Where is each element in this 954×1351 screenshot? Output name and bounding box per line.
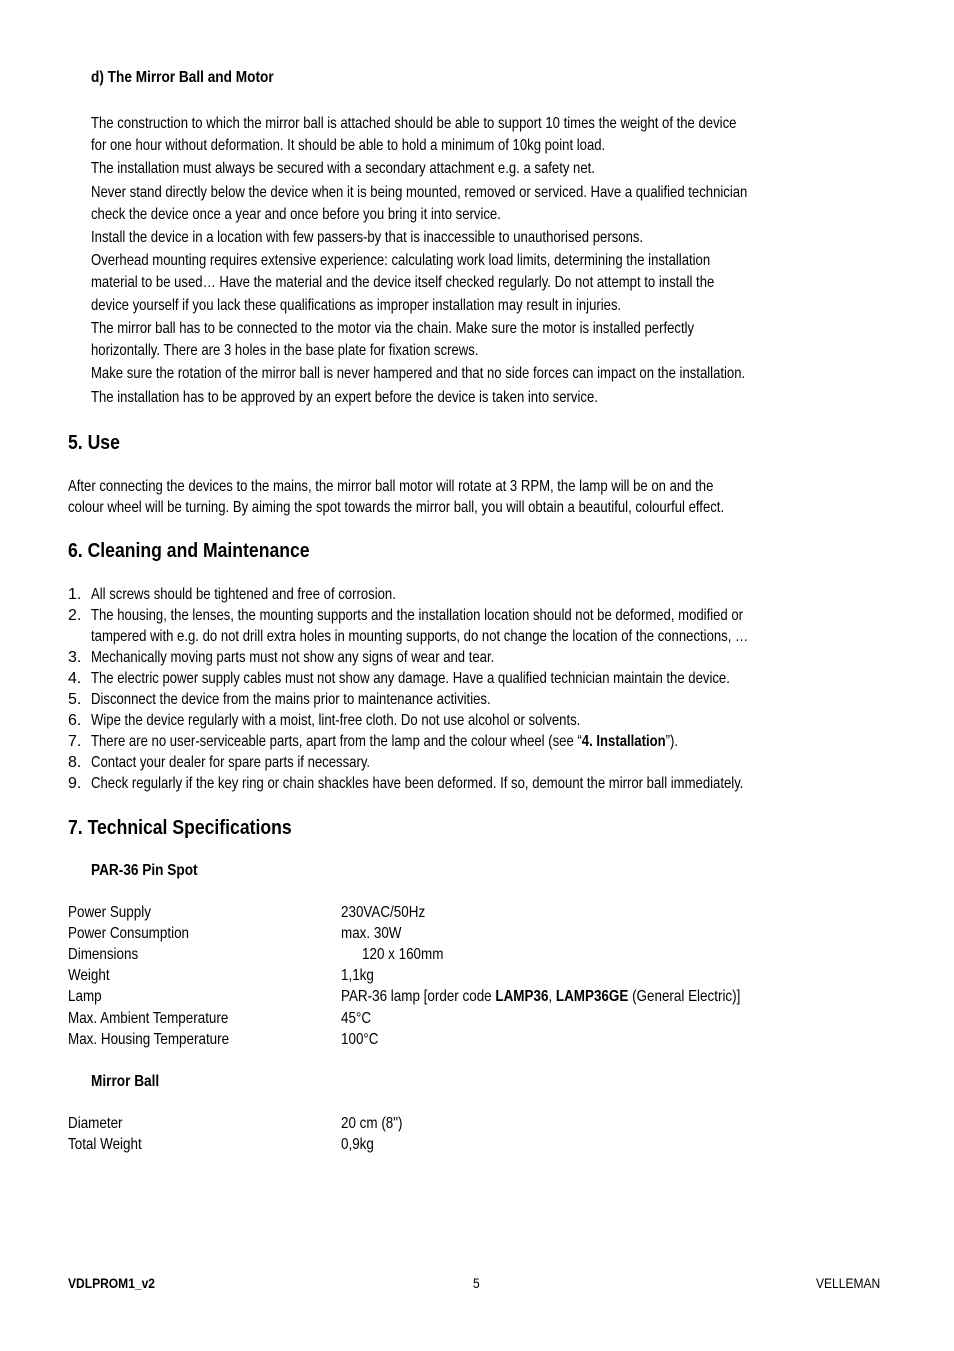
spec-label: Max. Housing Temperature [68,1031,230,1048]
list-number: 7. [68,733,82,750]
paragraph-line: for one hour without deformation. It should be able to hold a minimum of 10kg point load. [91,137,606,154]
list-number: 4. [68,670,82,687]
section-use-heading: 5. Use [68,432,120,454]
list-number: 1. [68,586,82,603]
paragraph-line: Never stand directly below the device when it is being mounted, removed or serviced. Have a qualified technician [91,184,748,201]
paragraph-line: Install the device in a location with few passers-by that is inaccessible to unauthorised persons. [91,229,644,246]
list-item-text: All screws should be tightened and free of corrosion. [91,586,396,603]
list-number: 6. [68,712,82,729]
spec-value: PAR-36 lamp [order code LAMP36, LAMP36GE (General Electric)] [341,988,741,1005]
list-item-text: The electric power supply cables must not show any damage. Have a qualified technician maintain the device. [91,670,730,687]
spec-value: 100°C [341,1031,379,1048]
section-d-heading: d) The Mirror Ball and Motor [91,69,274,86]
list-item-text: Check regularly if the key ring or chain shackles have been deformed. If so, demount the mirror ball immediately. [91,775,744,792]
paragraph-line: device yourself if you lack these qualifications as improper installation may result in injuries. [91,297,622,314]
list-item-text: Disconnect the device from the mains prior to maintenance activities. [91,691,491,708]
spec-value: 0,9kg [341,1136,374,1153]
list-item-text-continued: tampered with e.g. do not drill extra holes in mounting supports, do not change the location of the connections, … [91,628,749,645]
spec-label: Power Consumption [68,925,190,942]
spec-value: 230VAC/50Hz [341,904,426,921]
paragraph-line: Make sure the rotation of the mirror ball is never hampered and that no side forces can impact on the installation. [91,365,746,382]
paragraph-line: colour wheel will be turning. By aiming the spot towards the mirror ball, you will obtain a beautiful, colourful effect. [68,499,725,516]
spec-label: Power Supply [68,904,151,921]
paragraph-line: The installation must always be secured with a secondary attachment e.g. a safety net. [91,160,595,177]
spec-value: 45°C [341,1010,372,1027]
list-item-text: Contact your dealer for spare parts if necessary. [91,754,371,771]
paragraph-line: Overhead mounting requires extensive experience: calculating work load limits, determining the installation [91,252,711,269]
mirror-ball-subheading: Mirror Ball [91,1073,160,1090]
spec-value: 120 x 160mm [362,946,444,963]
section-cleaning-heading: 6. Cleaning and Maintenance [68,540,310,562]
page-number: 5 [473,1275,480,1291]
paragraph-line: The mirror ball has to be connected to the motor via the chain. Make sure the motor is installed perfectly [91,320,695,337]
paragraph-line: horizontally. There are 3 holes in the base plate for fixation screws. [91,342,479,359]
section-specs-heading: 7. Technical Specifications [68,817,292,839]
spec-value: max. 30W [341,925,402,942]
spec-value: 1,1kg [341,967,374,984]
list-number: 5. [68,691,82,708]
list-number: 3. [68,649,82,666]
spec-label: Total Weight [68,1136,142,1153]
spec-label: Dimensions [68,946,139,963]
order-code: LAMP36 [495,988,549,1005]
spec-value: 20 cm (8") [341,1115,403,1132]
paragraph-line: material to be used… Have the material and the device itself checked regularly. Do not attempt to install the [91,274,715,291]
spec-label: Diameter [68,1115,123,1132]
footer-doc-code: VDLPROM1_v2 [68,1275,155,1291]
paragraph-line: check the device once a year and once before you bring it into service. [91,206,501,223]
spec-label: Weight [68,967,110,984]
spec-label: Max. Ambient Temperature [68,1010,229,1027]
order-code: LAMP36GE [555,988,629,1005]
paragraph-line: The installation has to be approved by an expert before the device is taken into service. [91,389,598,406]
spec-label: Lamp [68,988,102,1005]
list-item-text: Wipe the device regularly with a moist, lint-free cloth. Do not use alcohol or solvents. [91,712,581,729]
paragraph-line: After connecting the devices to the mains, the mirror ball motor will rotate at 3 RPM, the lamp will be on and the [68,478,714,495]
list-number: 2. [68,607,82,624]
installation-reference: 4. Installation [581,733,666,750]
list-item-text: Mechanically moving parts must not show any signs of wear and tear. [91,649,495,666]
footer-brand: VELLEMAN [816,1275,881,1291]
pin-spot-subheading: PAR-36 Pin Spot [91,862,198,879]
list-number: 8. [68,754,82,771]
list-item-text: There are no user-serviceable parts, apart from the lamp and the colour wheel (see “4. Installation”). [91,733,679,750]
list-number: 9. [68,775,82,792]
paragraph-line: The construction to which the mirror ball is attached should be able to support 10 times the weight of the device [91,115,737,132]
list-item-text: The housing, the lenses, the mounting supports and the installation location should not be deformed, modified or [91,607,744,624]
